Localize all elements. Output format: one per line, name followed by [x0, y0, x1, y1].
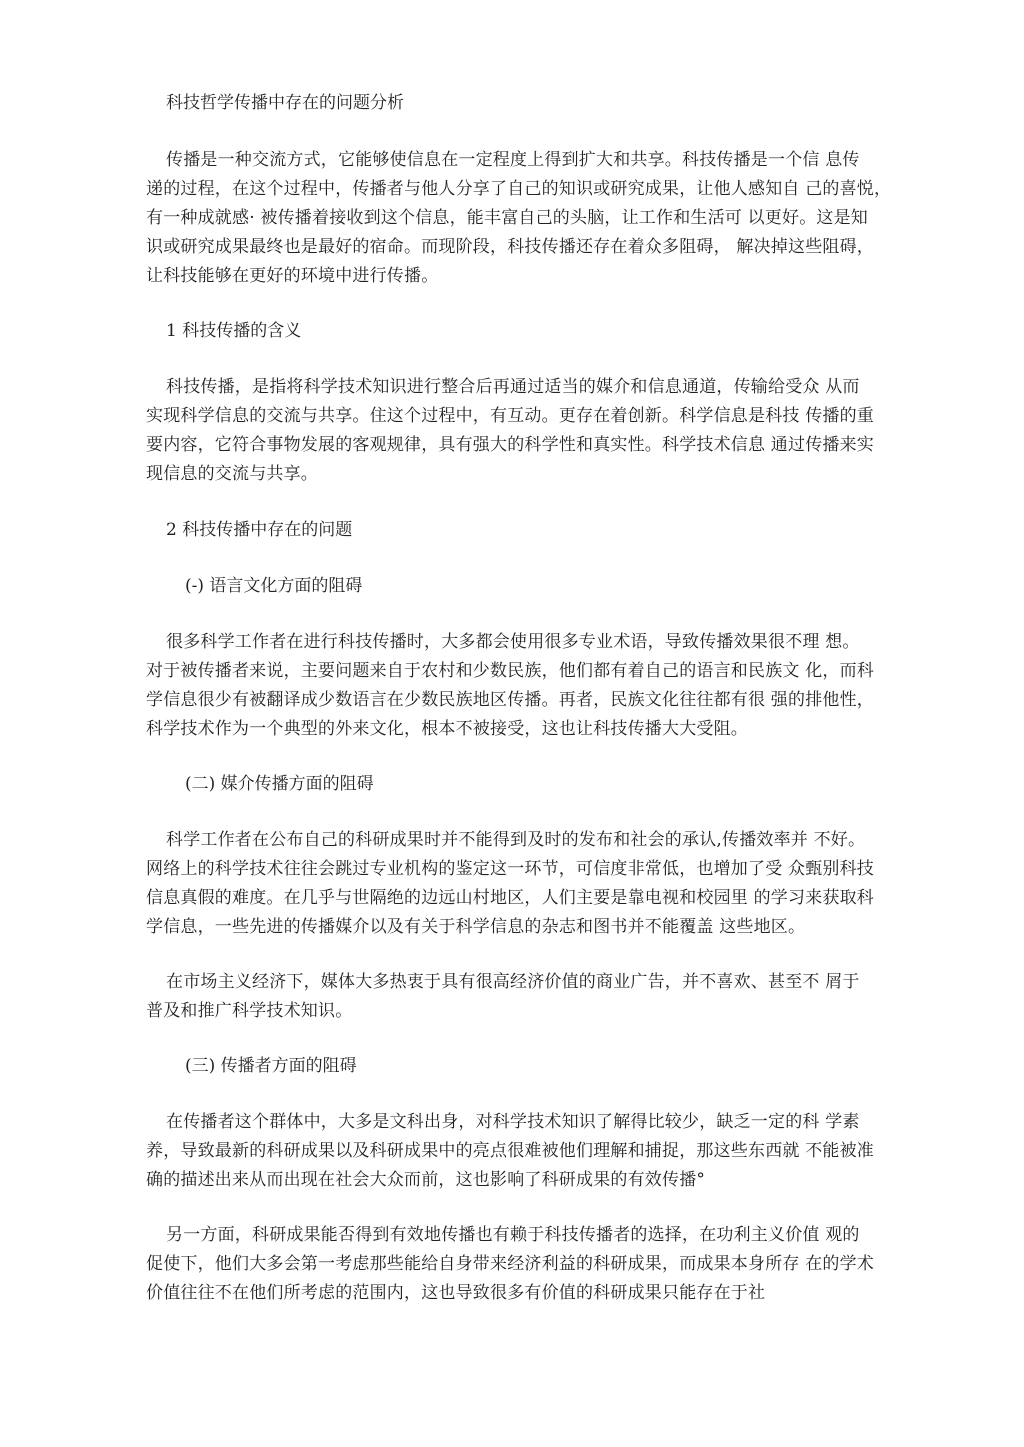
subsection-3b-line-3: 价值往往不在他们所考虑的范围内，这也导致很多有价值的科研成果只能存在于社 — [146, 1283, 766, 1303]
subsection-2b-line-1: 在市场主义经济下，媒体大多热衷于具有很高经济价值的商业广告，并不喜欢、甚至不 屑于 — [166, 972, 860, 992]
subsection-2-line-3: 信息真假的难度。在几乎与世隔绝的边远山村地区，人们主要是靠电视和校园里 的学习来获取科 — [146, 888, 875, 908]
section-1-line-2: 实现科学信息的交流与共享。住这个过程中，有互动。更存在着创新。科学信息是科技 传播的重 — [146, 406, 875, 426]
subsection-2-line-4: 学信息，一些先进的传播媒介以及有关于科学信息的杂志和图书并不能覆盖 这些地区。 — [146, 917, 806, 937]
intro-line-3: 有一种成就感· 被传播着接收到这个信息，能丰富自己的头脑，让工作和生活可 以更好。这是知 — [146, 208, 869, 228]
section-1-line-4: 现信息的交流与共享。 — [146, 464, 318, 484]
document-title: 科技哲学传播中存在的问题分析 — [166, 93, 404, 113]
subsection-3-line-3: 确的描述出来从而出现在社会大众而前，这也影响了科研成果的有效传播° — [146, 1170, 706, 1190]
section-2-heading: 2 科技传播中存在的问题 — [166, 520, 353, 540]
subsection-2-line-1: 科学工作者在公布自己的科研成果时并不能得到及时的发布和社会的承认,传播效率并 不好。 — [166, 830, 866, 850]
subsection-3-line-1: 在传播者这个群体中，大多是文科出身，对科学技术知识了解得比较少，缺乏一定的科 学素 — [166, 1112, 860, 1132]
subsection-1-line-1: 很多科学工作者在进行科技传播时，大多都会使用很多专业术语，导致传播效果很不理 想。 — [166, 632, 860, 652]
section-1-line-1: 科技传播，是指将科学技术知识进行整合后再通过适当的媒介和信息通道，传输给受众 从而 — [166, 377, 860, 397]
subsection-1-line-3: 学信息很少有被翻译成少数语言在少数民族地区传播。再者，民族文化往往都有很 强的排他性， — [146, 690, 875, 710]
subsection-2-line-2: 网络上的科学技术往往会跳过专业机构的鉴定这一环节，可信度非常低，也增加了受 众甄别科技 — [146, 859, 875, 879]
subsection-2b-line-2: 普及和推广科学技术知识。 — [146, 1001, 353, 1021]
subsection-3b-line-1: 另一方面，科研成果能否得到有效地传播也有赖于科技传播者的选择，在功利主义价值 观的 — [166, 1225, 860, 1245]
intro-line-5: 让科技能够在更好的环境中进行传播。 — [146, 266, 439, 286]
section-1-heading: 1 科技传播的含义 — [166, 321, 302, 341]
intro-line-4: 识或研究成果最终也是最好的宿命。而现阶段，科技传播还存在着众多阻碍， 解决掉这些阻碍， — [146, 237, 875, 257]
subsection-3b-line-2: 促使下，他们大多会第一考虑那些能给自身带来经济利益的科研成果，而成果本身所存 在的学术 — [146, 1254, 875, 1274]
intro-line-2: 递的过程，在这个过程中，传播者与他人分享了自己的知识或研究成果，让他人感知自 己的喜悦， — [146, 179, 892, 199]
subsection-2-heading: (二) 媒介传播方面的阻碍 — [185, 774, 374, 794]
section-1-line-3: 要内容，它符合事物发展的客观规律，具有强大的科学性和真实性。科学技术信息 通过传播来实 — [146, 435, 875, 455]
subsection-3-heading: (三) 传播者方面的阻碍 — [185, 1056, 357, 1076]
subsection-3-line-2: 养，导致最新的科研成果以及科研成果中的亮点很难被他们理解和捕捉，那这些东西就 不能被准 — [146, 1141, 875, 1161]
intro-line-1: 传播是一种交流方式，它能够使信息在一定程度上得到扩大和共享。科技传播是一个信 息传 — [166, 150, 860, 170]
subsection-1-line-2: 对于被传播者来说，主要问题来自于农村和少数民族，他们都有着自己的语言和民族文 化，而科 — [146, 661, 875, 681]
subsection-1-heading: (-) 语言文化方面的阻碍 — [185, 576, 363, 596]
subsection-1-line-4: 科学技术作为一个典型的外来文化，根本不被接受，这也让科技传播大大受阻。 — [146, 719, 748, 739]
